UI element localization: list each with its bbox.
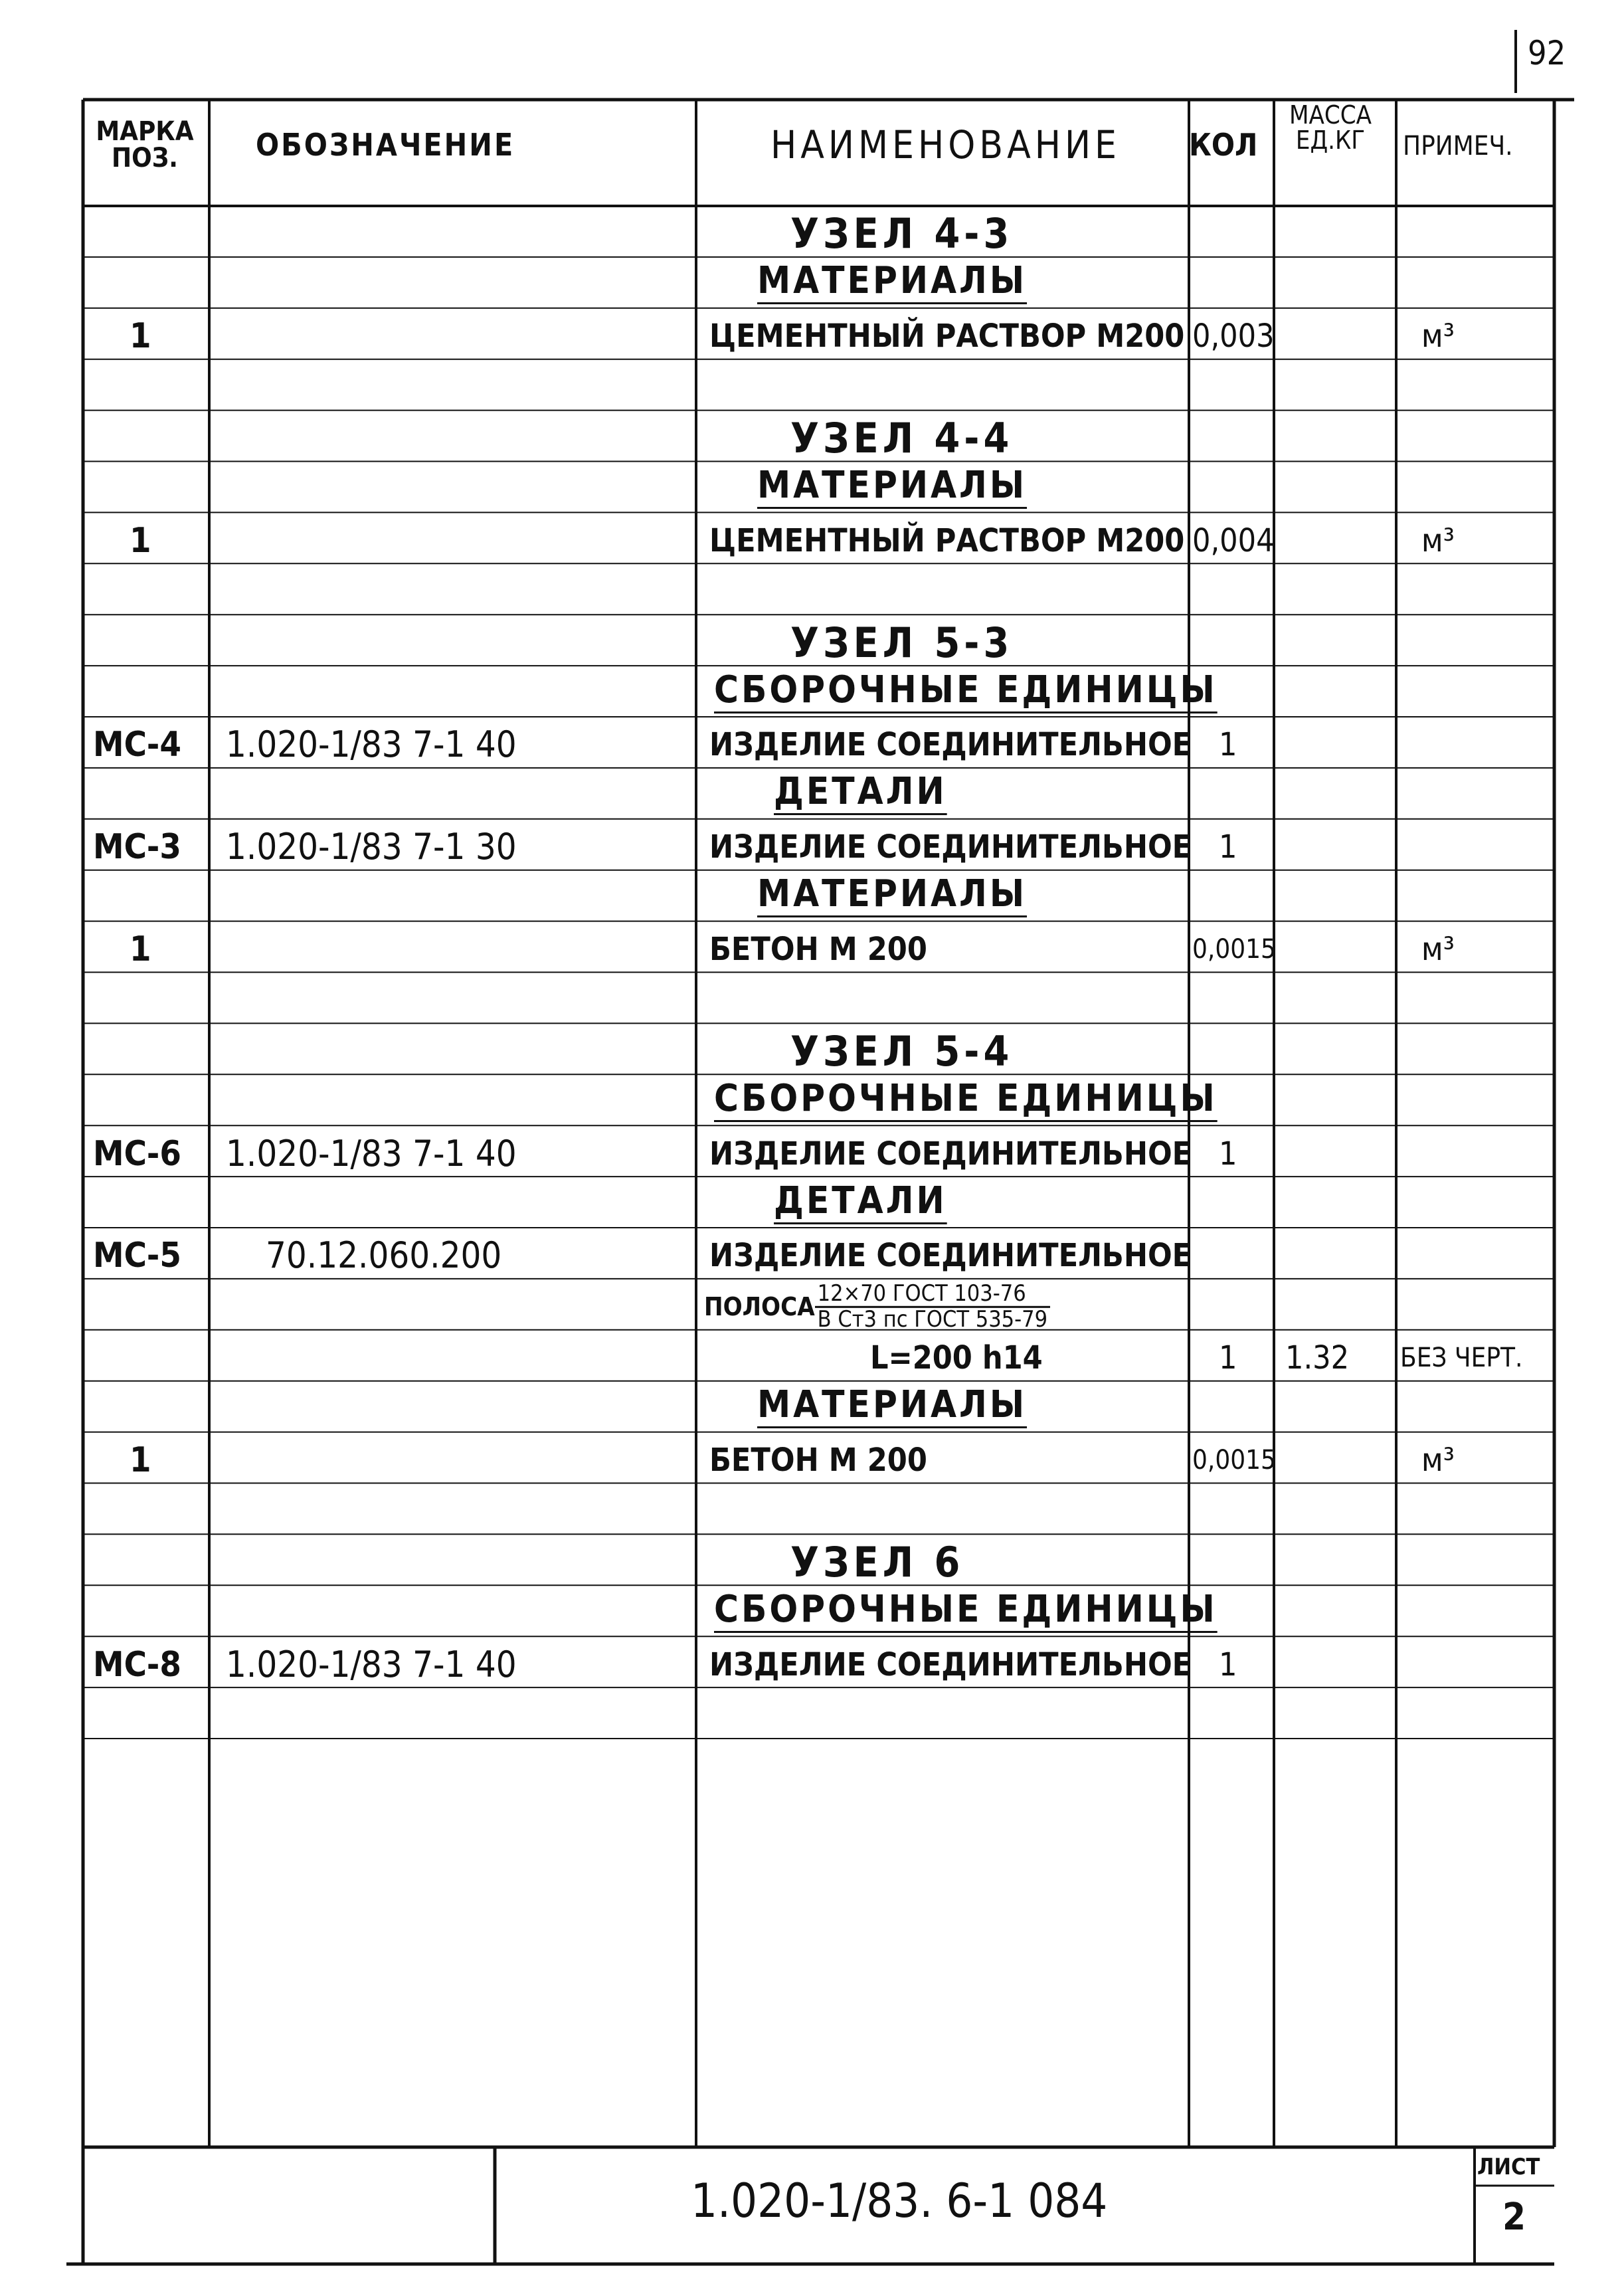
row-mark: 1 (130, 929, 151, 970)
header-name: НАИМЕНОВАНИЕ (770, 122, 1121, 167)
header-mark: МАРКА ПОЗ. (96, 116, 194, 173)
assembly-title: УЗЕЛ 4-4 (790, 414, 1014, 463)
row-quantity: 0,004 (1192, 522, 1275, 559)
section-heading: ДЕТАЛИ (774, 770, 947, 814)
section-heading: СБОРОЧНЫЕ ЕДИНИЦЫ (714, 1076, 1218, 1120)
section-heading: СБОРОЧНЫЕ ЕДИНИЦЫ (714, 668, 1218, 711)
row-mark: 1 (130, 1440, 151, 1481)
section-heading: МАТЕРИАЛЫ (757, 1383, 1028, 1427)
material-fraction (815, 1282, 1050, 1331)
assembly-title: УЗЕЛ 5-4 (790, 1026, 1014, 1076)
row-name: ИЗДЕЛИЕ СОЕДИНИТЕЛЬНОЕ (709, 1237, 1192, 1275)
row-mark: МС-6 (93, 1133, 181, 1174)
row-quantity: 1 (1219, 1135, 1237, 1173)
row-name: БЕТОН М 200 (709, 1442, 927, 1479)
row-mark: МС-8 (93, 1644, 181, 1685)
row-name: ИЗДЕЛИЕ СОЕДИНИТЕЛЬНОЕ (709, 828, 1192, 866)
header-mass: МАССА ЕД.КГ (1289, 100, 1372, 155)
row-mark: МС-3 (93, 827, 181, 868)
strip-label: ПОЛОСА (704, 1292, 815, 1322)
row-name: БЕТОН М 200 (709, 931, 927, 969)
row-name: ИЗДЕЛИЕ СОЕДИНИТЕЛЬНОЕ (709, 1646, 1192, 1683)
assembly-title: УЗЕЛ 4-3 (790, 209, 1014, 258)
row-designation: 1.020-1/83 7-1 40 (226, 1643, 517, 1685)
row-name: L=200 h14 (870, 1339, 1043, 1377)
header-note: ПРИМЕЧ. (1403, 131, 1513, 161)
row-quantity: 0,0015 (1192, 934, 1276, 965)
row-designation: 1.020-1/83 7-1 30 (226, 826, 517, 868)
row-mark: 1 (130, 520, 151, 561)
sheet-label: ЛИСТ (1477, 2154, 1540, 2180)
row-note: м³ (1421, 318, 1455, 355)
row-name: ИЗДЕЛИЕ СОЕДИНИТЕЛЬНОЕ (709, 1135, 1192, 1173)
page-number: 92 (1528, 34, 1566, 72)
header-designation: ОБОЗНАЧЕНИЕ (256, 127, 515, 163)
row-quantity: 0,0015 (1192, 1445, 1276, 1476)
row-designation: 1.020-1/83 7-1 40 (226, 1132, 517, 1175)
assembly-title: УЗЕЛ 5-3 (790, 618, 1014, 667)
section-heading: МАТЕРИАЛЫ (757, 872, 1028, 916)
row-name: ЦЕМЕНТНЫЙ РАСТВОР М200 (709, 522, 1185, 559)
row-note: м³ (1421, 1442, 1455, 1479)
fraction-denominator: В Ст3 пс ГОСТ 535-79 (817, 1305, 1048, 1333)
row-designation: 70.12.060.200 (266, 1234, 502, 1277)
row-note: м³ (1421, 522, 1455, 559)
row-quantity: 1 (1219, 726, 1237, 764)
row-quantity: 1 (1219, 1646, 1237, 1683)
row-quantity: 1 (1219, 1339, 1237, 1377)
row-quantity: 0,003 (1192, 318, 1275, 355)
row-mark: МС-4 (93, 725, 181, 765)
row-note: БЕЗ ЧЕРТ. (1400, 1343, 1523, 1374)
fraction-numerator: 12×70 ГОСТ 103-76 (815, 1282, 1050, 1308)
title-block-code: 1.020-1/83. 6-1 084 (691, 2174, 1108, 2228)
section-heading: МАТЕРИАЛЫ (757, 463, 1028, 507)
row-name: ЦЕМЕНТНЫЙ РАСТВОР М200 (709, 318, 1185, 355)
row-note: м³ (1421, 931, 1455, 969)
row-mark: МС-5 (93, 1236, 181, 1276)
section-heading: МАТЕРИАЛЫ (757, 259, 1028, 303)
assembly-title: УЗЕЛ 6 (790, 1537, 964, 1586)
section-heading: ДЕТАЛИ (774, 1179, 947, 1222)
row-name: ИЗДЕЛИЕ СОЕДИНИТЕЛЬНОЕ (709, 726, 1192, 764)
section-heading: СБОРОЧНЫЕ ЕДИНИЦЫ (714, 1587, 1218, 1631)
row-quantity: 1 (1219, 828, 1237, 866)
strip-material (704, 1282, 1050, 1331)
sheet-number: 2 (1502, 2196, 1526, 2239)
row-designation: 1.020-1/83 7-1 40 (226, 723, 517, 766)
header-qty: КОЛ (1189, 127, 1258, 163)
row-mark: 1 (130, 316, 151, 357)
row-unit-mass: 1.32 (1285, 1339, 1350, 1377)
